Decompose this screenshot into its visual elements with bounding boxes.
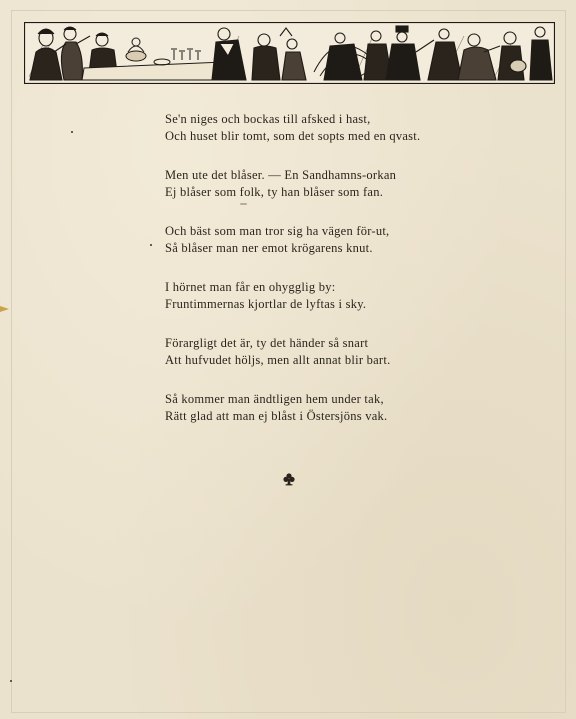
poem-line: Men ute det blåser. — En Sandhamns-orkan bbox=[165, 168, 397, 182]
poem-line: Så kommer man ändtligen hem under tak, bbox=[165, 392, 384, 406]
poem-line: Fruntimmernas kjortlar de lyftas i sky. bbox=[165, 297, 367, 311]
club-ornament-icon bbox=[282, 472, 296, 486]
poem-line: Rätt glad att man ej blåst i Östersjöns vak. bbox=[165, 409, 388, 423]
header-illustration bbox=[24, 22, 555, 84]
poem-line: Och huset blir tomt, som det sopts med en qvast. bbox=[165, 129, 421, 143]
stanza-3 bbox=[165, 223, 465, 257]
poem-line: Se'n niges och bockas till afsked i hast, bbox=[165, 112, 371, 126]
poem-line: Så blåser man ner emot krögarens knut. bbox=[165, 241, 373, 255]
paper-speck bbox=[240, 203, 247, 205]
poem-line: Förargligt det är, ty det händer så snart bbox=[165, 336, 369, 350]
stanza-2 bbox=[165, 167, 465, 201]
poem-line: Och bäst som man tror sig ha vägen för-ut, bbox=[165, 224, 390, 238]
stanza-5 bbox=[165, 335, 465, 369]
paper-speck bbox=[150, 244, 152, 246]
poem bbox=[165, 111, 465, 447]
paper-speck bbox=[10, 680, 12, 682]
paper-speck bbox=[71, 131, 73, 133]
poem-line: I hörnet man får en ohygglig by: bbox=[165, 280, 336, 294]
stanza-4 bbox=[165, 279, 465, 313]
poem-line: Ej blåser som folk, ty han blåser som fan. bbox=[165, 185, 384, 199]
edge-marker-icon bbox=[0, 306, 9, 312]
stanza-1 bbox=[165, 111, 465, 145]
stanza-6 bbox=[165, 391, 465, 425]
poem-line: Att hufvudet höljs, men allt annat blir bart. bbox=[165, 353, 391, 367]
